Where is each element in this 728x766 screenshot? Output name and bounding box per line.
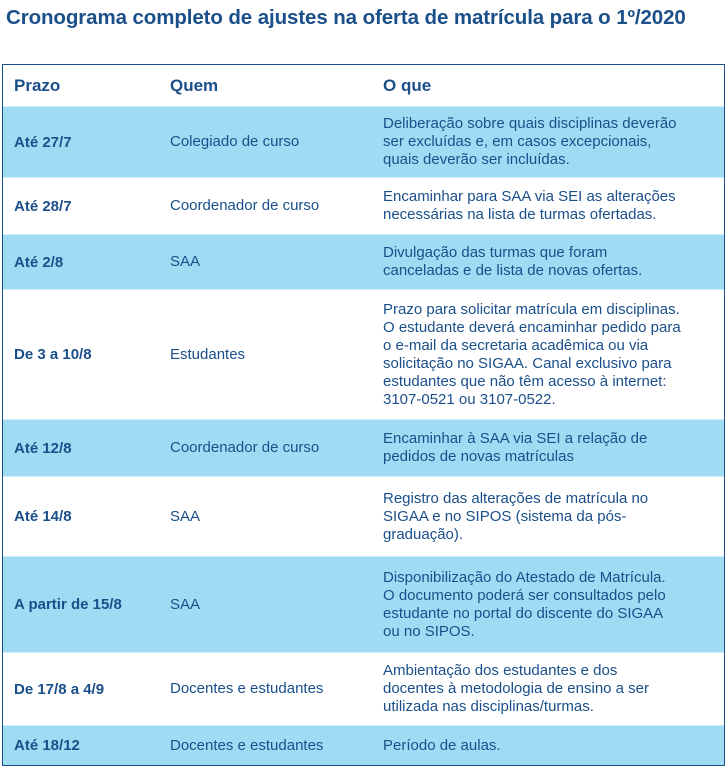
row-quem: Docentes e estudantes (170, 736, 324, 754)
row-quem: SAA (170, 595, 201, 613)
header-prazo: Prazo (14, 75, 61, 95)
schedule-table (2, 64, 725, 766)
row-oque: Prazo para solicitar matrícula em disciplinas. O estudante deverá encaminhar pedido para o e-mail da secretaria acadêmica ou via solicitação no SIGAA. Canal exclusivo para estudantes que não têm acesso à internet: 3107-0521 ou 3107-0522. (383, 300, 681, 408)
table-header (3, 65, 724, 106)
table-row (3, 652, 724, 725)
table-row (3, 476, 724, 556)
table-row (3, 289, 724, 419)
table-row (3, 556, 724, 652)
row-prazo: Até 14/8 (14, 508, 72, 525)
row-prazo: Até 12/8 (14, 439, 72, 457)
header-quem: Quem (170, 75, 219, 95)
row-quem: Docentes e estudantes (170, 680, 324, 697)
row-prazo: Até 28/7 (14, 197, 72, 215)
row-oque: Disponibilização do Atestado de Matrícula. O documento poderá ser consultados pelo estudante no portal do discente do SIGAA ou no SIPOS. (383, 568, 666, 640)
row-oque: Encaminhar à SAA via SEI a relação de pedidos de novas matrículas (383, 430, 648, 465)
row-oque: Deliberação sobre quais disciplinas deverão ser excluídas e, em casos excepcionais, quais deverão ser incluídas. (383, 115, 677, 168)
row-quem: SAA (170, 253, 201, 270)
page-title: Cronograma completo de ajustes na oferta de matrícula para o 1º/2020 (6, 6, 686, 29)
row-prazo: Até 27/7 (14, 133, 72, 151)
header-oque: O que (383, 75, 432, 95)
table-row (3, 106, 724, 177)
row-prazo: De 17/8 a 4/9 (14, 680, 105, 698)
table-row (3, 419, 724, 476)
row-quem: Estudantes (170, 345, 246, 363)
row-quem: Coordenador de curso (170, 197, 320, 214)
row-oque: Período de aulas. (383, 736, 501, 754)
row-prazo: Até 2/8 (14, 253, 64, 271)
row-oque: Divulgação das turmas que foram canceladas e de lista de novas ofertas. (383, 244, 643, 279)
row-prazo: Até 18/12 (14, 737, 80, 754)
row-oque: Ambientação dos estudantes e dos docentes à metodologia de ensino a ser utilizada nas disciplinas/turmas. (383, 662, 650, 715)
row-quem: Coordenador de curso (170, 439, 320, 456)
row-quem: SAA (170, 507, 201, 525)
row-prazo: A partir de 15/8 (14, 596, 122, 613)
row-prazo: De 3 a 10/8 (14, 346, 92, 363)
table-row (3, 177, 724, 234)
row-oque: Encaminhar para SAA via SEI as alterações necessárias na lista de turmas ofertadas. (383, 188, 676, 223)
row-quem: Colegiado de curso (170, 133, 300, 150)
table-row (3, 234, 724, 289)
row-oque: Registro das alterações de matrícula no SIGAA e no SIPOS (sistema da pós- graduação). (383, 489, 649, 543)
table-row (3, 725, 724, 765)
